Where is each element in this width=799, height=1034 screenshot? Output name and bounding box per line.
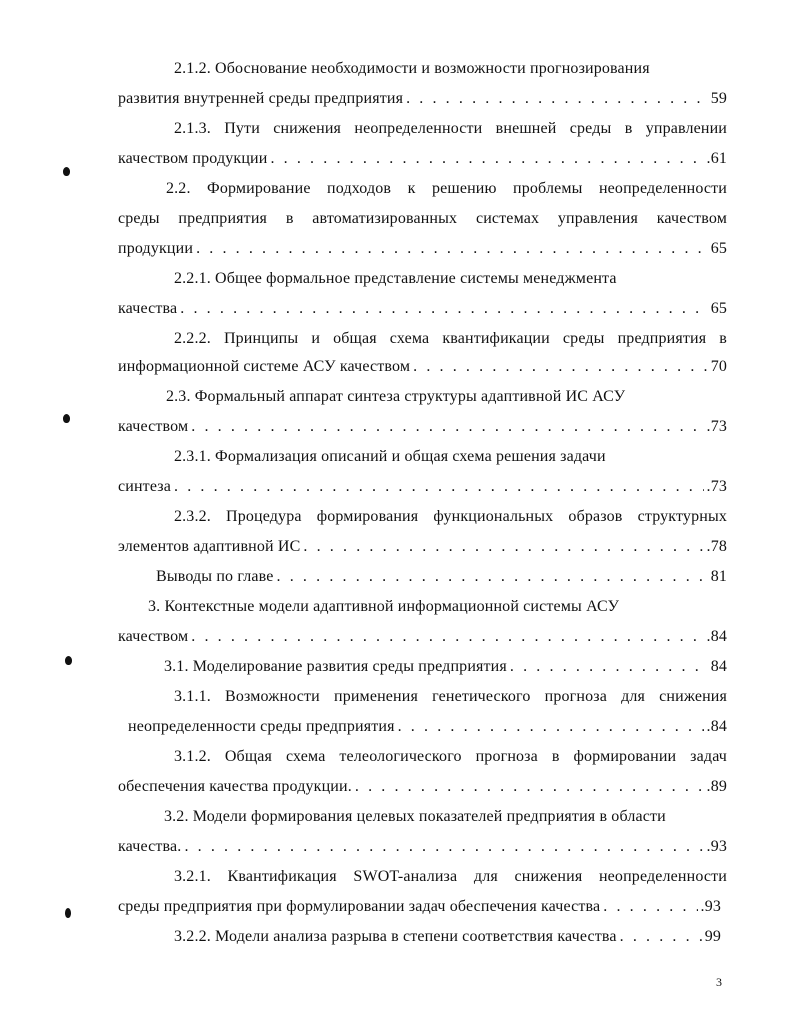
toc-entry-text: качеством <box>118 418 189 435</box>
toc-page-number: .93 <box>706 838 727 855</box>
toc-entry-2-2[interactable] <box>118 237 727 261</box>
toc-entry-3-1-2-title[interactable]: 3.1.2. Общая схема телеологического прогноза в формировании задач <box>174 748 727 765</box>
toc-page-number: 84 <box>710 658 727 675</box>
dot-leader <box>274 565 708 589</box>
dot-leader <box>403 87 708 111</box>
toc-entry-3-1[interactable] <box>164 655 727 679</box>
toc-entry-3-2-1[interactable] <box>118 895 721 919</box>
toc-page-number: .73 <box>706 478 727 495</box>
toc-page-number: .61 <box>706 150 727 167</box>
toc-entry-text: информационной системе АСУ качеством <box>118 358 411 375</box>
toc-entry-text: качества <box>118 300 178 317</box>
toc-entry-2-2-2[interactable] <box>118 355 727 379</box>
toc-entry-3-1-2[interactable] <box>118 775 727 799</box>
toc-entry-2-1-2-title[interactable]: 2.1.2. Обоснование необходимости и возможности прогнозирования <box>174 60 650 77</box>
toc-page-number: .73 <box>706 418 727 435</box>
dot-leader <box>300 535 703 559</box>
dot-leader <box>352 775 704 799</box>
toc-entry-text: качеством <box>118 628 189 645</box>
binding-hole-mark <box>63 167 70 176</box>
binding-hole-mark <box>63 414 70 423</box>
toc-entry-3-2[interactable] <box>118 835 727 859</box>
toc-page-number: 81 <box>710 568 727 585</box>
toc-page-number: 59 <box>710 90 727 107</box>
toc-entry-text: 3.2.2. Модели анализа разрыва в степени соответствия качества <box>174 928 617 945</box>
toc-entry-text: неопределенности среды предприятия <box>128 718 395 735</box>
toc-entry-3[interactable] <box>118 625 727 649</box>
toc-entry-3-2-2[interactable] <box>174 925 721 949</box>
page-number: 3 <box>716 975 722 989</box>
binding-hole-mark <box>65 656 72 665</box>
toc-entry-3-2-1-title[interactable]: 3.2.1. Квантификация SWOT-анализа для снижения неопределенности <box>174 868 727 885</box>
dot-leader <box>177 297 707 321</box>
dot-leader <box>507 655 708 679</box>
toc-entry-2-3-2[interactable] <box>118 535 727 559</box>
toc-page-number: .84 <box>706 628 727 645</box>
dot-leader <box>171 475 704 499</box>
dot-leader <box>600 895 697 919</box>
toc-entry-2-3-1[interactable] <box>118 475 727 499</box>
toc-entry-text: качеством продукции <box>118 150 268 167</box>
toc-entry-3-title[interactable]: 3. Контекстные модели адаптивной информационной системы АСУ <box>148 598 620 615</box>
toc-entry-2-1-3[interactable] <box>118 147 727 171</box>
toc-entry-text: продукции <box>118 240 194 257</box>
dot-leader <box>188 625 703 649</box>
toc-entry-2-2-title-cont[interactable]: среды предприятия в автоматизированных системах управления качеством <box>118 210 727 227</box>
toc-page-number: 70 <box>710 358 727 375</box>
dot-leader <box>395 715 704 739</box>
dot-leader <box>617 925 702 949</box>
toc-entry-2-2-title[interactable]: 2.2. Формирование подходов к решению проблемы неопределенности <box>166 180 727 197</box>
toc-page-number: 65 <box>710 300 727 317</box>
toc-entry-2-2-1[interactable] <box>118 297 727 321</box>
toc-entry-text: качества. <box>118 838 182 855</box>
toc-entry-text: синтеза <box>118 478 171 495</box>
toc-page-number: 65 <box>710 240 727 257</box>
toc-entry-chapter-conclusions[interactable] <box>156 565 727 589</box>
toc-entry-text: элементов адаптивной ИС <box>118 538 301 555</box>
toc-entry-3-2-title[interactable]: 3.2. Модели формирования целевых показателей предприятия в области <box>164 808 666 825</box>
toc-entry-2-2-2-title[interactable]: 2.2.2. Принципы и общая схема квантификации среды предприятия в <box>174 330 727 347</box>
dot-leader <box>193 237 708 261</box>
toc-entry-2-3-title[interactable]: 2.3. Формальный аппарат синтеза структуры адаптивной ИС АСУ <box>166 388 626 405</box>
toc-entry-text: развития внутренней среды предприятия <box>118 90 404 107</box>
toc-page-number: .78 <box>706 538 727 555</box>
toc-entry-3-1-1[interactable] <box>128 715 727 739</box>
dot-leader <box>267 147 703 171</box>
toc-entry-2-3-1-title[interactable]: 2.3.1. Формализация описаний и общая схема решения задачи <box>174 448 606 465</box>
dot-leader <box>410 355 708 379</box>
toc-page-number: .93 <box>700 898 721 915</box>
toc-entry-text: 3.1. Моделирование развития среды предприятия <box>164 658 507 675</box>
dot-leader <box>188 415 703 439</box>
toc-page-number: 99 <box>704 928 721 945</box>
toc-entry-2-3-2-title[interactable]: 2.3.2. Процедура формирования функциональных образов структурных <box>174 508 727 525</box>
toc-entry-text: Выводы по главе <box>156 568 274 585</box>
toc-page-number: .84 <box>706 718 727 735</box>
toc-entry-text: обеспечения качества продукции. <box>118 778 352 795</box>
binding-hole-mark <box>65 908 71 918</box>
dot-leader <box>181 835 703 859</box>
toc-entry-2-2-1-title[interactable]: 2.2.1. Общее формальное представление системы менеджмента <box>174 270 617 287</box>
toc-page-number: .89 <box>706 778 727 795</box>
toc-entry-2-1-2[interactable] <box>118 87 727 111</box>
toc-entry-text: среды предприятия при формулировании задач обеспечения качества <box>118 898 601 915</box>
toc-entry-3-1-1-title[interactable]: 3.1.1. Возможности применения генетического прогноза для снижения <box>174 688 727 705</box>
toc-entry-2-1-3-title[interactable]: 2.1.3. Пути снижения неопределенности внешней среды в управлении <box>174 120 727 137</box>
toc-entry-2-3[interactable] <box>118 415 727 439</box>
